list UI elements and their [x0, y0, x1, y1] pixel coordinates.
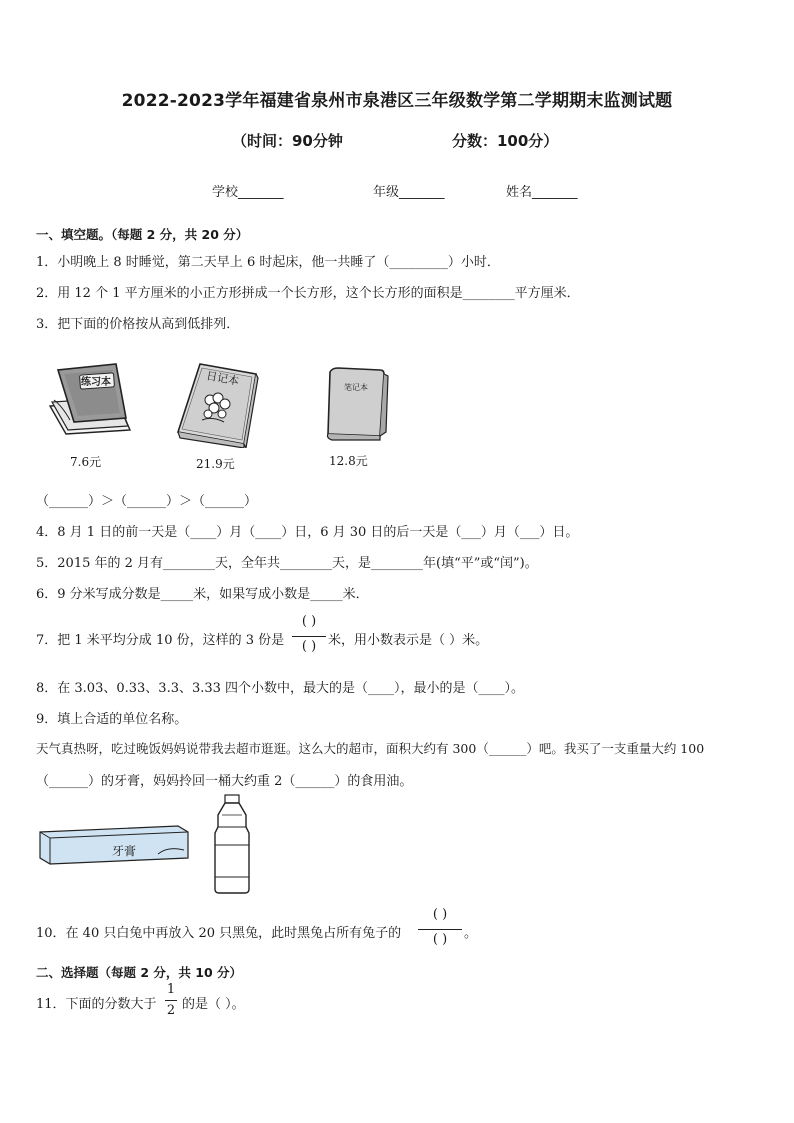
fraction-denominator: 2 [166, 1003, 176, 1018]
book-2-label: 日记本 [205, 369, 240, 388]
fraction-numerator: ( ) [301, 614, 317, 629]
price-2: 21.9元 [196, 457, 235, 471]
fraction-numerator: 1 [166, 982, 176, 997]
question-10-fraction[interactable] [418, 907, 462, 951]
fraction-denominator: ( ) [301, 639, 317, 654]
question-2: 2．用 12 个 1 平方厘米的小正方形拼成一个长方形，这个长方形的面积是________平方厘米． [36, 286, 580, 301]
book-3-label: 笔记本 [344, 383, 368, 392]
question-7-part-b: 米，用小数表示是（ ）米。 [328, 633, 489, 648]
question-11-fraction [164, 982, 178, 1022]
price-1: 7.6元 [70, 455, 102, 469]
exercise-book-icon [44, 360, 134, 442]
question-3-answer[interactable]: （______）＞（______）＞（______） [36, 494, 258, 509]
fraction-bar [165, 1000, 177, 1001]
book-1-label: 练习本 [81, 377, 111, 388]
question-9: 9．填上合适的单位名称。 [36, 712, 188, 727]
price-3: 12.8元 [329, 454, 368, 468]
page-title: 2022-2023学年福建省泉州市泉港区三年级数学第二学期期末监测试题 [121, 91, 673, 111]
question-7-part-a: 7．把 1 米平均分成 10 份，这样的 3 份是 [36, 633, 285, 648]
toothpaste-icon [38, 824, 190, 866]
total-score: 分数：100分） [452, 132, 559, 150]
fraction-denominator: ( ) [432, 932, 448, 947]
oil-bottle-icon [210, 793, 254, 895]
question-1: 1．小明晚上 8 时睡觉，第二天早上 6 时起床，他一共睡了（_________）小时． [36, 255, 500, 270]
question-9-line-1: 天气真热呀，吃过晚饭妈妈说带我去超市逛逛。这么大的超市，面积大约有 300（______）吧。我买了一支重量大约 100 [36, 741, 705, 756]
question-3: 3．把下面的价格按从高到低排列． [36, 317, 240, 332]
fraction-bar [292, 636, 326, 637]
question-6: 6．9 分米写成分数是_____米，如果写成小数是_____米． [36, 587, 369, 602]
question-11-part-a: 11．下面的分数大于 [36, 997, 157, 1012]
fraction-bar [418, 929, 462, 930]
notebook-icon [320, 366, 390, 442]
time-limit: （时间：90分钟 [232, 132, 343, 150]
question-10-part-a: 10．在 40 只白兔中再放入 20 只黑兔，此时黑兔占所有兔子的 [36, 926, 402, 941]
question-10-part-b: 。 [464, 926, 478, 941]
question-7-fraction[interactable] [292, 614, 326, 658]
toothpaste-label: 牙膏 [111, 844, 137, 858]
diary-book-icon [172, 360, 262, 448]
question-8: 8．在 3.03、0.33、3.3、3.33 四个小数中，最大的是（____），最小的是（____）。 [36, 681, 525, 696]
school-field[interactable]: 学校_______ [212, 185, 284, 200]
section-heading-fill-blank: 一、填空题。（每题 2 分，共 20 分） [36, 227, 249, 242]
question-4: 4．8 月 1 日的前一天是（____）月（____）日，6 月 30 日的后一天是（___）月（___）日。 [36, 525, 579, 540]
grade-field[interactable]: 年级_______ [373, 185, 445, 200]
name-field[interactable]: 姓名_______ [506, 185, 578, 200]
question-11-part-b: 的是（ ）。 [182, 997, 245, 1012]
section-heading-multiple-choice: 二、选择题（每题 2 分，共 10 分） [36, 965, 243, 980]
fraction-numerator: ( ) [432, 907, 448, 922]
question-9-line-2: （______）的牙膏，妈妈拎回一桶大约重 2（______）的食用油。 [36, 774, 413, 789]
question-5: 5．2015 年的 2 月有________天，全年共________天，是________年(填“平”或“闰”)。 [36, 556, 538, 571]
